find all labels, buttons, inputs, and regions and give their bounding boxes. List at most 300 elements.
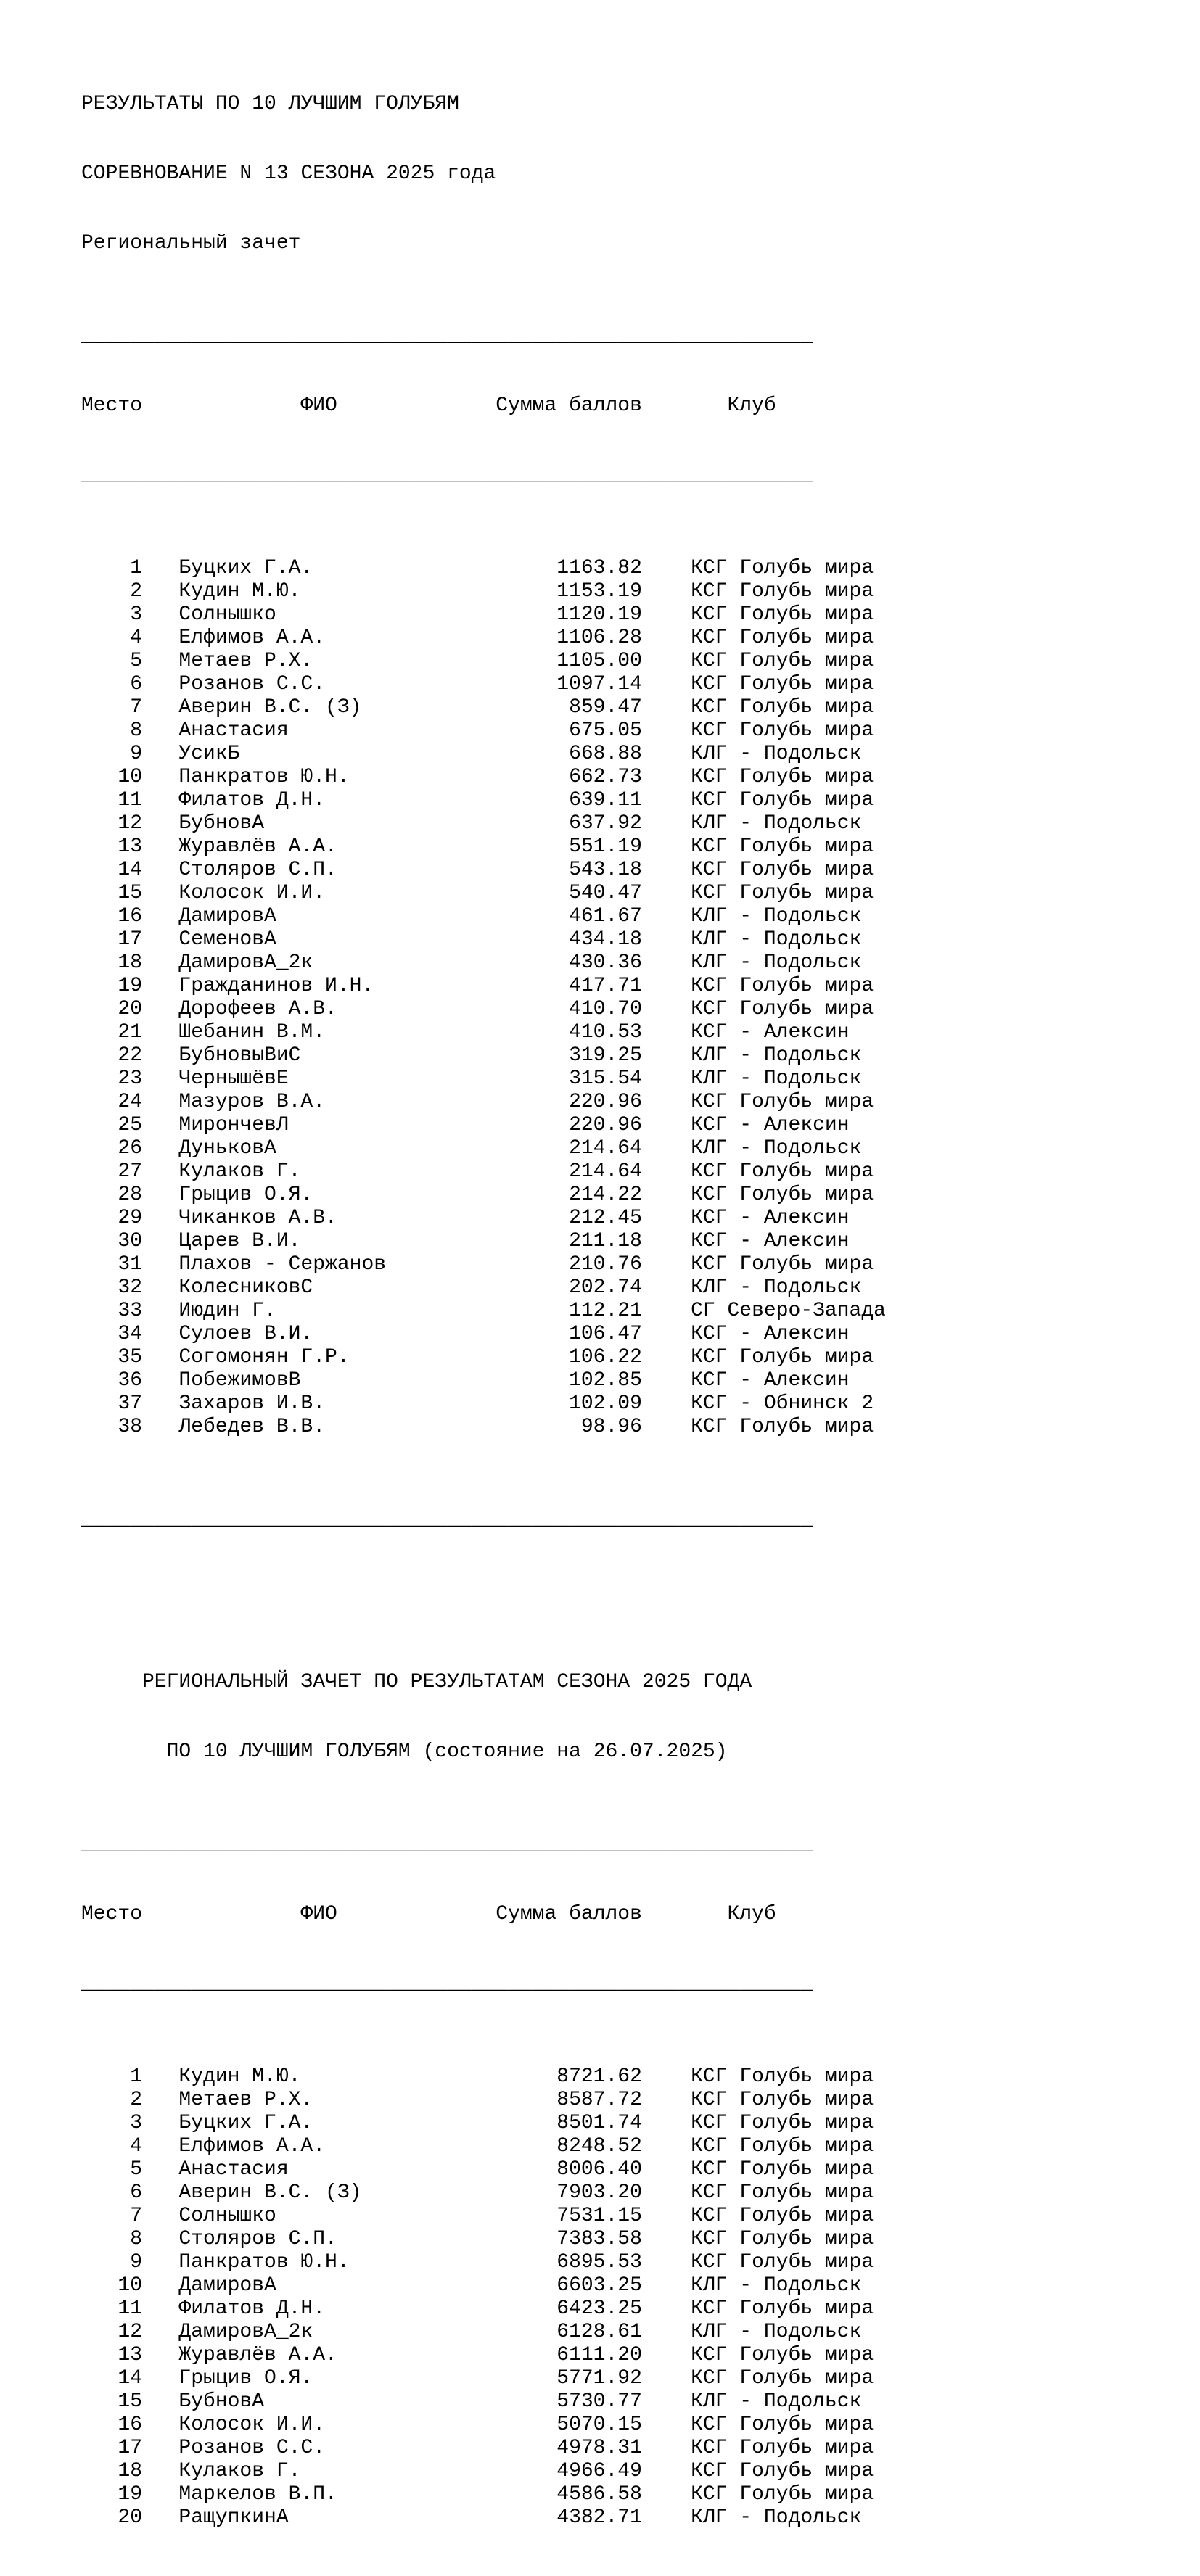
score-cell: 662.73: [569, 766, 642, 788]
club-cell: КЛГ - Подольск: [691, 743, 862, 765]
place-cell: 29: [118, 1207, 142, 1229]
name-cell: Солнышко: [178, 603, 276, 626]
score-cell: 668.88: [569, 743, 642, 765]
table-row: [81, 1114, 886, 1137]
name-cell: Метаев Р.Х.: [178, 2089, 313, 2111]
score-cell: 211.18: [569, 1230, 642, 1252]
name-cell: Буцких Г.А.: [178, 557, 313, 579]
score-cell: 8248.52: [556, 2135, 642, 2158]
place-cell: 13: [118, 2344, 142, 2366]
name-cell: Аверин В.С. (З): [178, 2181, 362, 2204]
place-cell: 30: [118, 1230, 142, 1252]
club-cell: КСГ Голубь мира: [691, 1416, 874, 1438]
table-row: [81, 2483, 886, 2506]
score-cell: 5070.15: [556, 2414, 642, 2436]
table-row: [81, 2367, 886, 2390]
name-cell: Захаров И.В.: [178, 1392, 326, 1415]
club-cell: КЛГ - Подольск: [691, 1137, 862, 1160]
name-cell: Шебанин В.М.: [178, 1021, 326, 1044]
name-cell: Елфимов А.А.: [178, 2135, 326, 2158]
name-cell: Елфимов А.А.: [178, 627, 326, 649]
place-cell: 6: [130, 2181, 142, 2204]
club-cell: КСГ Голубь мира: [691, 975, 874, 997]
column-header-place: Место: [81, 1903, 143, 1925]
score-cell: 675.05: [569, 719, 642, 742]
name-cell: БубновА: [178, 812, 265, 835]
club-cell: КСГ Голубь мира: [691, 2089, 874, 2111]
place-cell: 23: [118, 1068, 142, 1090]
table-row: [81, 2228, 886, 2251]
table-row: [81, 2205, 886, 2228]
club-cell: КЛГ - Подольск: [691, 2390, 862, 2413]
name-cell: Маркелов В.П.: [178, 2483, 337, 2506]
table-row: [81, 719, 886, 743]
table-row: [81, 2181, 886, 2205]
place-cell: 7: [130, 696, 142, 719]
name-cell: Филатов Д.Н.: [178, 2298, 326, 2320]
place-cell: 11: [118, 789, 142, 812]
section2-title-line-2: [81, 1741, 886, 1764]
name-cell: Аверин В.С. (З): [178, 696, 362, 719]
place-cell: 28: [118, 1184, 142, 1206]
place-cell: 33: [118, 1300, 142, 1322]
place-cell: 31: [118, 1253, 142, 1276]
place-cell: 18: [118, 2460, 142, 2482]
place-cell: 34: [118, 1323, 142, 1345]
table-row: [81, 812, 886, 835]
name-cell: Мазуров В.А.: [178, 1091, 326, 1113]
place-cell: 16: [118, 905, 142, 928]
score-cell: 102.09: [569, 1392, 642, 1415]
score-cell: 102.85: [569, 1369, 642, 1392]
club-cell: КЛГ - Подольск: [691, 812, 862, 835]
score-cell: 6423.25: [556, 2298, 642, 2320]
table-row: [81, 673, 886, 696]
club-cell: КСГ - Алексин: [691, 1323, 850, 1345]
club-cell: КСГ Голубь мира: [691, 2460, 874, 2482]
club-cell: КСГ - Алексин: [691, 1369, 850, 1392]
table-row: [81, 1044, 886, 1068]
table-row: [81, 2065, 886, 2089]
place-cell: 12: [118, 812, 142, 835]
score-cell: 6603.25: [556, 2274, 642, 2297]
club-cell: КСГ - Алексин: [691, 1230, 850, 1252]
table-row: [81, 627, 886, 650]
table1-competition-results: [81, 557, 886, 1439]
column-header-score: Сумма баллов: [496, 395, 642, 417]
name-cell: Июдин Г.: [178, 1300, 276, 1322]
place-cell: 1: [130, 2065, 142, 2088]
name-cell: БубновыВиС: [178, 1044, 301, 1067]
table-row: [81, 1137, 886, 1160]
table-row: [81, 998, 886, 1021]
table-row: [81, 2135, 886, 2158]
score-cell: 8501.74: [556, 2112, 642, 2134]
section2-title-text-1: РЕГИОНАЛЬНЫЙ ЗАЧЕТ ПО РЕЗУЛЬТАТАМ СЕЗОНА 2025 ГОДА: [142, 1671, 752, 1693]
place-cell: 20: [118, 998, 142, 1020]
place-cell: 17: [118, 2437, 142, 2459]
table-row: [81, 2274, 886, 2298]
name-cell: ЧернышёвЕ: [178, 1068, 289, 1090]
table-row: [81, 905, 886, 928]
name-cell: Анастасия: [178, 2158, 289, 2181]
table-row: [81, 1160, 886, 1184]
name-cell: Розанов С.С.: [178, 673, 326, 695]
score-cell: 4586.58: [556, 2483, 642, 2506]
name-cell: Колосок И.И.: [178, 882, 326, 904]
name-cell: СеменовА: [178, 928, 276, 951]
club-cell: КСГ - Обнинск 2: [691, 1392, 874, 1415]
score-cell: 637.92: [569, 812, 642, 835]
club-cell: КЛГ - Подольск: [691, 1276, 862, 1299]
table-row: [81, 1021, 886, 1044]
score-cell: 106.22: [569, 1346, 642, 1368]
club-cell: КСГ Голубь мира: [691, 2135, 874, 2158]
table-row: [81, 1392, 886, 1416]
table-row: [81, 696, 886, 719]
table-row: [81, 2158, 886, 2181]
place-cell: 21: [118, 1021, 142, 1044]
club-cell: КСГ Голубь мира: [691, 1184, 874, 1206]
table-row: [81, 1091, 886, 1114]
table-row: [81, 2414, 886, 2437]
table-row: [81, 1184, 886, 1207]
name-cell: Царев В.И.: [178, 1230, 301, 1252]
table-row: [81, 603, 886, 627]
club-cell: КЛГ - Подольск: [691, 1044, 862, 1067]
club-cell: КСГ Голубь мира: [691, 2228, 874, 2250]
place-cell: 35: [118, 1346, 142, 1368]
club-cell: КСГ Голубь мира: [691, 2367, 874, 2390]
club-cell: КСГ Голубь мира: [691, 789, 874, 812]
table-row: [81, 1369, 886, 1392]
score-cell: 639.11: [569, 789, 642, 812]
place-cell: 20: [118, 2506, 142, 2529]
place-cell: 9: [130, 2251, 142, 2274]
place-cell: 8: [130, 2228, 142, 2250]
table-row: [81, 2298, 886, 2321]
club-cell: КСГ Голубь мира: [691, 650, 874, 672]
place-cell: 16: [118, 2414, 142, 2436]
table-row: [81, 951, 886, 975]
name-cell: ДуньковА: [178, 1137, 276, 1160]
name-cell: Грыцив О.Я.: [178, 1184, 313, 1206]
name-cell: Анастасия: [178, 719, 289, 742]
table-row: [81, 2112, 886, 2135]
place-cell: 3: [130, 2112, 142, 2134]
score-cell: 1105.00: [556, 650, 642, 672]
club-cell: КСГ Голубь мира: [691, 766, 874, 788]
club-cell: КСГ - Алексин: [691, 1021, 850, 1044]
name-cell: ДамировА: [178, 2274, 276, 2297]
place-cell: 14: [118, 2367, 142, 2390]
score-cell: 410.70: [569, 998, 642, 1020]
score-cell: 8006.40: [556, 2158, 642, 2181]
score-cell: 7531.15: [556, 2205, 642, 2227]
separator-line: ____________________________________________________________: [81, 464, 813, 487]
blank-line: [81, 1578, 886, 1601]
club-cell: СГ Северо-Запада: [691, 1300, 886, 1322]
table-row: [81, 2506, 886, 2530]
place-cell: 2: [130, 2089, 142, 2111]
place-cell: 4: [130, 2135, 142, 2158]
club-cell: КСГ Голубь мира: [691, 2158, 874, 2181]
club-cell: КСГ - Алексин: [691, 1207, 850, 1229]
place-cell: 25: [118, 1114, 142, 1136]
name-cell: Филатов Д.Н.: [178, 789, 326, 812]
score-cell: 4978.31: [556, 2437, 642, 2459]
place-cell: 6: [130, 673, 142, 695]
document-title-line-1: РЕЗУЛЬТАТЫ ПО 10 ЛУЧШИМ ГОЛУБЯМ: [81, 93, 459, 115]
place-cell: 27: [118, 1160, 142, 1183]
name-cell: ПобежимовВ: [178, 1369, 301, 1392]
section2-title-line-1: [81, 1671, 886, 1694]
score-cell: 417.71: [569, 975, 642, 997]
name-cell: Панкратов Ю.Н.: [178, 2251, 350, 2274]
score-cell: 98.96: [580, 1416, 642, 1438]
column-header-club: Клуб: [727, 1903, 776, 1925]
club-cell: КЛГ - Подольск: [691, 928, 862, 951]
score-cell: 220.96: [569, 1091, 642, 1113]
results-document: [81, 23, 886, 2576]
place-cell: 12: [118, 2321, 142, 2343]
score-cell: 410.53: [569, 1021, 642, 1044]
place-cell: 36: [118, 1369, 142, 1392]
name-cell: Чиканков А.В.: [178, 1207, 337, 1229]
club-cell: КЛГ - Подольск: [691, 2274, 862, 2297]
table-row: [81, 743, 886, 766]
separator-line: ____________________________________________________________: [81, 1973, 813, 1995]
score-cell: 4382.71: [556, 2506, 642, 2529]
place-cell: 10: [118, 766, 142, 788]
place-cell: 19: [118, 975, 142, 997]
score-cell: 551.19: [569, 835, 642, 858]
score-cell: 315.54: [569, 1068, 642, 1090]
separator-line: ____________________________________________________________: [81, 325, 813, 347]
club-cell: КСГ Голубь мира: [691, 627, 874, 649]
table-row: [81, 2460, 886, 2483]
club-cell: КСГ Голубь мира: [691, 2065, 874, 2088]
name-cell: Буцких Г.А.: [178, 2112, 313, 2134]
name-cell: УсикБ: [178, 743, 240, 765]
column-header-place: Место: [81, 395, 143, 417]
name-cell: Колосок И.И.: [178, 2414, 326, 2436]
score-cell: 7903.20: [556, 2181, 642, 2204]
score-cell: 6128.61: [556, 2321, 642, 2343]
name-cell: Кудин М.Ю.: [178, 580, 301, 603]
club-cell: КСГ Голубь мира: [691, 1160, 874, 1183]
club-cell: КСГ Голубь мира: [691, 1346, 874, 1368]
name-cell: Сулоев В.И.: [178, 1323, 313, 1345]
name-cell: Метаев Р.Х.: [178, 650, 313, 672]
table-row: [81, 2089, 886, 2112]
score-cell: 859.47: [569, 696, 642, 719]
place-cell: 15: [118, 2390, 142, 2413]
score-cell: 6111.20: [556, 2344, 642, 2366]
score-cell: 540.47: [569, 882, 642, 904]
name-cell: Дорофеев А.В.: [178, 998, 337, 1020]
club-cell: КСГ Голубь мира: [691, 2437, 874, 2459]
place-cell: 8: [130, 719, 142, 742]
club-cell: КСГ - Алексин: [691, 1114, 850, 1136]
club-cell: КСГ Голубь мира: [691, 859, 874, 881]
table-row: [81, 557, 886, 580]
separator-line: ____________________________________________________________: [81, 1508, 813, 1531]
score-cell: 319.25: [569, 1044, 642, 1067]
score-cell: 434.18: [569, 928, 642, 951]
score-cell: 8721.62: [556, 2065, 642, 2088]
name-cell: Грыцив О.Я.: [178, 2367, 313, 2390]
score-cell: 430.36: [569, 951, 642, 974]
club-cell: КСГ Голубь мира: [691, 1253, 874, 1276]
club-cell: КСГ Голубь мира: [691, 2112, 874, 2134]
name-cell: Столяров С.П.: [178, 859, 337, 881]
place-cell: 24: [118, 1091, 142, 1113]
score-cell: 5771.92: [556, 2367, 642, 2390]
score-cell: 210.76: [569, 1253, 642, 1276]
document-title-line-2: СОРЕВНОВАНИЕ N 13 СЕЗОНА 2025 года: [81, 162, 496, 185]
place-cell: 9: [130, 743, 142, 765]
score-cell: 212.45: [569, 1207, 642, 1229]
place-cell: 5: [130, 2158, 142, 2181]
place-cell: 32: [118, 1276, 142, 1299]
score-cell: 1120.19: [556, 603, 642, 626]
score-cell: 543.18: [569, 859, 642, 881]
name-cell: Кулаков Г.: [178, 2460, 301, 2482]
name-cell: Столяров С.П.: [178, 2228, 337, 2250]
place-cell: 4: [130, 627, 142, 649]
club-cell: КСГ Голубь мира: [691, 2251, 874, 2274]
table2-header-row: [81, 1903, 886, 1926]
table-row: [81, 975, 886, 998]
score-cell: 8587.72: [556, 2089, 642, 2111]
club-cell: КСГ Голубь мира: [691, 719, 874, 742]
score-cell: 1163.82: [556, 557, 642, 579]
name-cell: ДамировА_2к: [178, 2321, 313, 2343]
name-cell: Лебедев В.В.: [178, 1416, 326, 1438]
place-cell: 17: [118, 928, 142, 951]
club-cell: КЛГ - Подольск: [691, 951, 862, 974]
club-cell: КСГ Голубь мира: [691, 603, 874, 626]
place-cell: 38: [118, 1416, 142, 1438]
table-row: [81, 2344, 886, 2367]
table-row: [81, 789, 886, 812]
club-cell: КСГ Голубь мира: [691, 2181, 874, 2204]
table-row: [81, 928, 886, 951]
column-header-score: Сумма баллов: [496, 1903, 642, 1925]
name-cell: Кудин М.Ю.: [178, 2065, 301, 2088]
club-cell: КСГ Голубь мира: [691, 1091, 874, 1113]
club-cell: КСГ Голубь мира: [691, 2344, 874, 2366]
place-cell: 15: [118, 882, 142, 904]
table-row: [81, 1346, 886, 1369]
table-row: [81, 2321, 886, 2344]
name-cell: Плахов - Сержанов: [178, 1253, 387, 1276]
club-cell: КЛГ - Подольск: [691, 2506, 862, 2529]
name-cell: ДамировА: [178, 905, 276, 928]
place-cell: 2: [130, 580, 142, 603]
name-cell: Журавлёв А.А.: [178, 835, 337, 858]
club-cell: КСГ Голубь мира: [691, 882, 874, 904]
table-row: [81, 859, 886, 882]
place-cell: 19: [118, 2483, 142, 2506]
club-cell: КСГ Голубь мира: [691, 580, 874, 603]
score-cell: 5730.77: [556, 2390, 642, 2413]
score-cell: 6895.53: [556, 2251, 642, 2274]
name-cell: Гражданинов И.Н.: [178, 975, 374, 997]
score-cell: 1106.28: [556, 627, 642, 649]
score-cell: 214.64: [569, 1160, 642, 1183]
table-row: [81, 835, 886, 859]
score-cell: 461.67: [569, 905, 642, 928]
section2-title-text-2: ПО 10 ЛУЧШИМ ГОЛУБЯМ (состояние на 26.07.2025): [166, 1741, 728, 1763]
club-cell: КСГ Голубь мира: [691, 557, 874, 579]
score-cell: 214.22: [569, 1184, 642, 1206]
table1-header-row: [81, 395, 886, 418]
place-cell: 37: [118, 1392, 142, 1415]
place-cell: 3: [130, 603, 142, 626]
table-row: [81, 650, 886, 673]
name-cell: Панкратов Ю.Н.: [178, 766, 350, 788]
club-cell: КЛГ - Подольск: [691, 905, 862, 928]
table-row: [81, 2390, 886, 2414]
table-row: [81, 766, 886, 789]
table-row: [81, 2251, 886, 2274]
club-cell: КСГ Голубь мира: [691, 2483, 874, 2506]
club-cell: КСГ Голубь мира: [691, 2205, 874, 2227]
place-cell: 26: [118, 1137, 142, 1160]
name-cell: КолесниковС: [178, 1276, 313, 1299]
table2-season-results: [81, 2065, 886, 2530]
name-cell: ДамировА_2к: [178, 951, 313, 974]
name-cell: Кулаков Г.: [178, 1160, 301, 1183]
club-cell: КЛГ - Подольск: [691, 2321, 862, 2343]
score-cell: 106.47: [569, 1323, 642, 1345]
name-cell: Согомонян Г.Р.: [178, 1346, 350, 1368]
score-cell: 4966.49: [556, 2460, 642, 2482]
column-header-club: Клуб: [727, 395, 776, 417]
table-row: [81, 882, 886, 905]
table-row: [81, 1230, 886, 1253]
column-header-name: ФИО: [300, 395, 337, 417]
score-cell: 214.64: [569, 1137, 642, 1160]
club-cell: КЛГ - Подольск: [691, 1068, 862, 1090]
score-cell: 1097.14: [556, 673, 642, 695]
name-cell: Журавлёв А.А.: [178, 2344, 337, 2366]
table-row: [81, 580, 886, 603]
club-cell: КСГ Голубь мира: [691, 696, 874, 719]
place-cell: 11: [118, 2298, 142, 2320]
place-cell: 18: [118, 951, 142, 974]
table-row: [81, 2437, 886, 2460]
table-row: [81, 1253, 886, 1276]
club-cell: КСГ Голубь мира: [691, 2298, 874, 2320]
score-cell: 1153.19: [556, 580, 642, 603]
table-row: [81, 1276, 886, 1300]
name-cell: МирончевЛ: [178, 1114, 289, 1136]
club-cell: КСГ Голубь мира: [691, 998, 874, 1020]
name-cell: Солнышко: [178, 2205, 276, 2227]
place-cell: 10: [118, 2274, 142, 2297]
place-cell: 7: [130, 2205, 142, 2227]
club-cell: КСГ Голубь мира: [691, 2414, 874, 2436]
name-cell: РащупкинА: [178, 2506, 289, 2529]
table-row: [81, 1416, 886, 1439]
place-cell: 5: [130, 650, 142, 672]
place-cell: 14: [118, 859, 142, 881]
place-cell: 1: [130, 557, 142, 579]
club-cell: КСГ Голубь мира: [691, 835, 874, 858]
